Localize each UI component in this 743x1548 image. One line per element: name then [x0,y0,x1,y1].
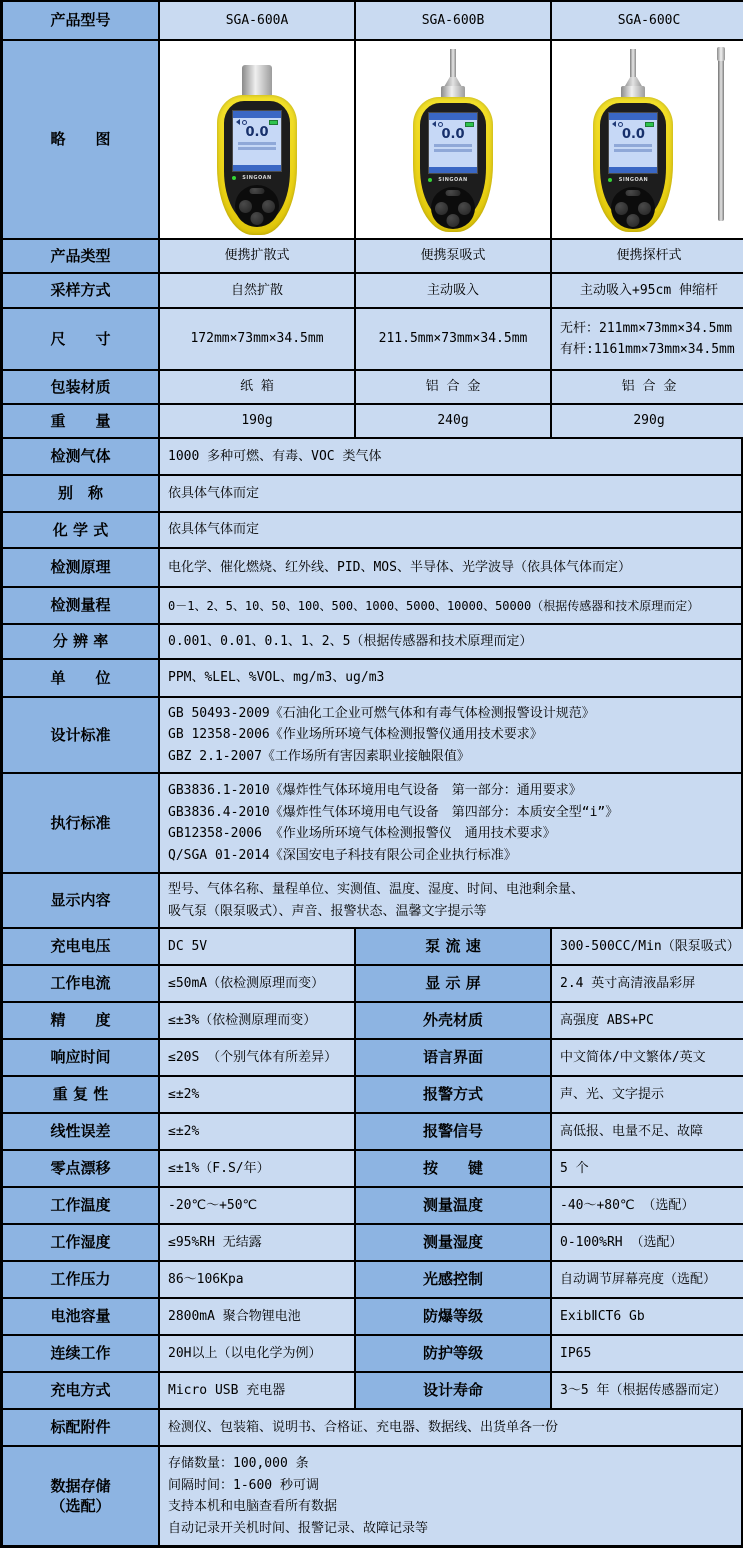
row-label: 标配附件 [3,1410,158,1445]
row-label: 报警信号 [354,1114,550,1149]
row-label: 重 复 性 [3,1077,158,1112]
brand-label: SINGOAN [242,175,272,181]
screen-datetime-bar [233,165,281,171]
device-body [217,95,297,235]
row-value: 190g [158,405,354,437]
row-value: -40～+80℃ （选配） [550,1188,743,1223]
row-label: 测量湿度 [354,1225,550,1260]
row-repeatability-alarm-mode [3,1075,741,1112]
row-battery-explosion-proof [3,1297,741,1334]
row-label: 充电方式 [3,1373,158,1408]
screen-text-line [434,149,472,152]
row-continuous-work-protection [3,1334,741,1371]
screen-text-line [238,147,276,150]
display-line: 型号、气体名称、量程单位、实测值、温度、湿度、时间、电池剩余量、 [168,882,585,897]
standard-line: GBZ 2.1-2007《工作场所有害因素职业接触限值》 [168,748,470,764]
row-value: 0－1、2、5、10、50、100、500、1000、5000、10000、50000（根据传感器和技术原理而定） [158,588,741,623]
row-label: 单 位 [3,660,158,696]
row-label [3,1447,158,1545]
row-data-storage [3,1445,741,1545]
device-front-panel [224,101,290,223]
enter-button [447,214,460,227]
right-button [458,202,471,215]
row-standard-accessories [3,1408,741,1445]
row-value: ≤±2% [158,1114,354,1149]
row-label: 分 辨 率 [3,625,158,658]
storage-line: 存储数量：100,000 条 [168,1456,309,1471]
row-value: 高强度 ABS+PC [550,1003,743,1038]
storage-line: 支持本机和电脑查看所有数据 [168,1499,338,1514]
left-button [615,202,628,215]
row-unit [3,658,741,696]
row-detected-gas [3,437,741,474]
row-value: 240g [354,405,550,437]
standard-line: Q/SGA 01-2014《深国安电子科技有限公司企业执行标准》 [168,847,517,863]
row-label: 零点漂移 [3,1151,158,1186]
row-working-current-display [3,964,741,1001]
row-value: 依具体气体而定 [158,476,741,511]
row-value: ≤95%RH 无结露 [158,1225,354,1260]
pump-probe [450,49,456,79]
gas-detector-illustration [585,49,681,234]
brand-row [224,172,290,184]
row-value: 检测仪、包装箱、说明书、合格证、充电器、数据线、出货单各一份 [158,1410,741,1445]
screen-title-bar [233,111,281,118]
row-label: 产品类型 [3,240,158,272]
screen-title-bar [429,113,477,120]
row-value: 0-100%RH （选配） [550,1225,743,1260]
row-resolution [3,623,741,658]
storage-label-line: 数据存储 [50,1476,111,1495]
row-label: 防爆等级 [354,1299,550,1334]
keypad [611,187,655,229]
row-label: 泵 流 速 [354,929,550,964]
row-label: 略 图 [3,41,158,238]
row-detection-range [3,586,741,623]
row-label: 报警方式 [354,1077,550,1112]
row-value [158,874,741,927]
row-sampling-method [3,272,741,307]
row-label: 线性误差 [3,1114,158,1149]
row-label: 采样方式 [3,274,158,307]
row-value: PPM、%LEL、%VOL、mg/m3、ug/m3 [158,660,741,696]
row-label: 检测量程 [3,588,158,623]
row-label: 设计标准 [3,698,158,772]
row-working-temp-measure-temp [3,1186,741,1223]
device-body [413,97,493,232]
row-product-type [3,238,741,272]
screen-reading: 0.0 [441,127,465,142]
device-front-panel [420,103,486,220]
screen-text-line [238,142,276,145]
left-button [239,200,252,213]
row-label: 按 键 [354,1151,550,1186]
pump-probe [630,49,636,79]
storage-line: 自动记录开关机时间、报警记录、故障记录等 [168,1520,429,1536]
battery-icon [465,122,474,127]
row-value: ≤20S （个别气体有所差异） [158,1040,354,1075]
row-value: 电化学、催化燃烧、红外线、PID、MOS、半导体、光学波导（依具体气体而定） [158,549,741,586]
keypad [431,187,475,229]
right-button [262,200,275,213]
row-label: 检测气体 [3,439,158,474]
row-value: 3～5 年（根据传感器而定） [550,1373,743,1408]
speaker-icon [432,121,436,127]
row-label: 测量温度 [354,1188,550,1223]
row-value: 2.4 英寸高清液晶彩屏 [550,966,743,1001]
menu-button [446,190,461,196]
brand-label: SINGOAN [438,177,468,183]
gas-detector-illustration [209,49,305,234]
row-value: 依具体气体而定 [158,513,741,547]
row-weight [3,403,741,437]
product-photo-sga-600b [354,41,550,238]
row-value [158,698,741,772]
row-value: ExibⅡCT6 Gb [550,1299,743,1334]
row-linearity-alarm-signal [3,1112,741,1149]
row-sketch [3,39,741,238]
row-label: 工作温度 [3,1188,158,1223]
right-button [638,202,651,215]
row-value: 便携泵吸式 [354,240,550,272]
display-line: 吸气泵（限泵吸式）、声音、报警状态、温馨文字提示等 [168,903,487,919]
row-charge-voltage-pump-flow [3,927,741,964]
sensor-cap [242,65,272,97]
row-value: 主动吸入 [354,274,550,307]
row-value: 86～106Kpa [158,1262,354,1297]
left-button [435,202,448,215]
row-value: 211.5mm×73mm×34.5mm [354,309,550,369]
standard-line: GB 50493-2009《石油化工企业可燃气体和有毒气体检测报警设计规范》 [168,705,595,721]
product-photo-sga-600a [158,41,354,238]
model-b: SGA-600B [354,2,550,39]
row-value: 172mm×73mm×34.5mm [158,309,354,369]
power-led [428,178,432,182]
row-label: 显示内容 [3,874,158,927]
screen-text-line [614,144,652,147]
row-label: 电池容量 [3,1299,158,1334]
row-label: 产品型号 [3,2,158,39]
row-label: 别 称 [3,476,158,511]
device-body [593,97,673,232]
dimension-line: 有杆:1161mm×73mm×34.5mm [560,342,735,357]
row-value: IP65 [550,1336,743,1371]
row-value: 便携探杆式 [550,240,743,272]
row-value: 5 个 [550,1151,743,1186]
row-label: 重 量 [3,405,158,437]
dimension-line: 无杆：211mm×73mm×34.5mm [560,320,733,336]
row-value: 290g [550,405,743,437]
row-charging-design-life [3,1371,741,1408]
device-screen [608,112,658,174]
row-display-content [3,872,741,927]
row-value: ≤±2% [158,1077,354,1112]
row-value: Micro USB 充电器 [158,1373,354,1408]
row-value: 主动吸入+95cm 伸缩杆 [550,274,743,307]
enter-button [627,214,640,227]
row-execution-standards [3,772,741,872]
storage-label-line: （选配） [50,1497,111,1515]
row-label: 检测原理 [3,549,158,586]
standard-line: GB3836.4-2010《爆炸性气体环境用电气设备 第四部分：本质安全型“i”》 [168,804,619,820]
row-chemical-formula [3,511,741,547]
power-led [232,176,236,180]
fan-icon [438,122,443,127]
row-label: 响应时间 [3,1040,158,1075]
row-value: 自动调节屏幕亮度（选配） [550,1262,743,1297]
keypad [235,185,279,227]
row-value: 声、光、文字提示 [550,1077,743,1112]
row-value: DC 5V [158,929,354,964]
row-product-model [3,2,741,39]
battery-icon [645,122,654,127]
row-value: 2800mA 聚合物锂电池 [158,1299,354,1334]
enter-button [251,212,264,225]
fan-icon [242,120,247,125]
row-label: 执行标准 [3,774,158,872]
row-value: 铝 合 金 [550,371,743,403]
row-zero-drift-buttons [3,1149,741,1186]
model-a: SGA-600A [158,2,354,39]
standard-line: GB12358-2006 《作业场所环境气体检测报警仪 通用技术要求》 [168,826,556,841]
product-photo-sga-600c [550,41,743,238]
row-value: ≤50mA（依检测原理而变） [158,966,354,1001]
row-value: ≤±3%（依检测原理而变） [158,1003,354,1038]
telescopic-rod [718,53,724,221]
row-value: 20H以上（以电化学为例） [158,1336,354,1371]
battery-icon [269,120,278,125]
row-value [158,1447,741,1545]
screen-title-bar [609,113,657,120]
row-label: 防护等级 [354,1336,550,1371]
power-led [608,178,612,182]
row-label: 精 度 [3,1003,158,1038]
row-label: 连续工作 [3,1336,158,1371]
screen-reading: 0.0 [245,125,269,140]
screen-reading: 0.0 [621,127,645,142]
row-working-pressure-light-control [3,1260,741,1297]
brand-row [600,174,666,186]
row-label: 包装材质 [3,371,158,403]
device-screen [428,112,478,174]
row-label: 显 示 屏 [354,966,550,1001]
row-label: 尺 寸 [3,309,158,369]
row-label: 光感控制 [354,1262,550,1297]
row-value: -20℃～+50℃ [158,1188,354,1223]
screen-text-line [614,149,652,152]
row-response-time-language [3,1038,741,1075]
row-label: 语言界面 [354,1040,550,1075]
row-detection-principle [3,547,741,586]
row-label: 工作湿度 [3,1225,158,1260]
device-screen [232,110,282,172]
row-value: 300-500CC/Min（限泵吸式） [550,929,743,964]
row-label: 工作电流 [3,966,158,1001]
row-value: 0.001、0.01、0.1、1、2、5（根据传感器和技术原理而定） [158,625,741,658]
row-label: 充电电压 [3,929,158,964]
row-value: 便携扩散式 [158,240,354,272]
menu-button [626,190,641,196]
menu-button [250,188,265,194]
standard-line: GB3836.1-2010《爆炸性气体环境用电气设备 第一部分：通用要求》 [168,783,582,798]
storage-line: 间隔时间：1-600 秒可调 [168,1477,319,1493]
row-value: 纸 箱 [158,371,354,403]
row-label: 外壳材质 [354,1003,550,1038]
row-label: 工作压力 [3,1262,158,1297]
row-working-humidity-measure-humidity [3,1223,741,1260]
row-value [158,774,741,872]
row-value: 自然扩散 [158,274,354,307]
speaker-icon [236,119,240,125]
row-value: 铝 合 金 [354,371,550,403]
row-label: 化 学 式 [3,513,158,547]
gas-detector-illustration [405,49,501,234]
screen-datetime-bar [609,167,657,173]
model-c: SGA-600C [550,2,743,39]
row-dimensions [3,307,741,369]
row-alias [3,474,741,511]
brand-row [420,174,486,186]
row-label: 设计寿命 [354,1373,550,1408]
brand-label: SINGOAN [618,177,649,183]
screen-text-line [434,144,472,147]
row-accuracy-shell-material [3,1001,741,1038]
device-front-panel [600,103,666,220]
row-value: 中文简体/中文繁体/英文 [550,1040,743,1075]
screen-datetime-bar [429,167,477,173]
row-value: 高低报、电量不足、故障 [550,1114,743,1149]
speaker-icon [612,121,616,127]
row-value [550,309,743,369]
fan-icon [618,122,623,127]
row-design-standards [3,696,741,772]
row-value: ≤±1%（F.S/年） [158,1151,354,1186]
row-packing-material [3,369,741,403]
row-value: 1000 多种可燃、有毒、VOC 类气体 [158,439,741,474]
standard-line: GB 12358-2006《作业场所环境气体检测报警仪通用技术要求》 [168,727,543,743]
